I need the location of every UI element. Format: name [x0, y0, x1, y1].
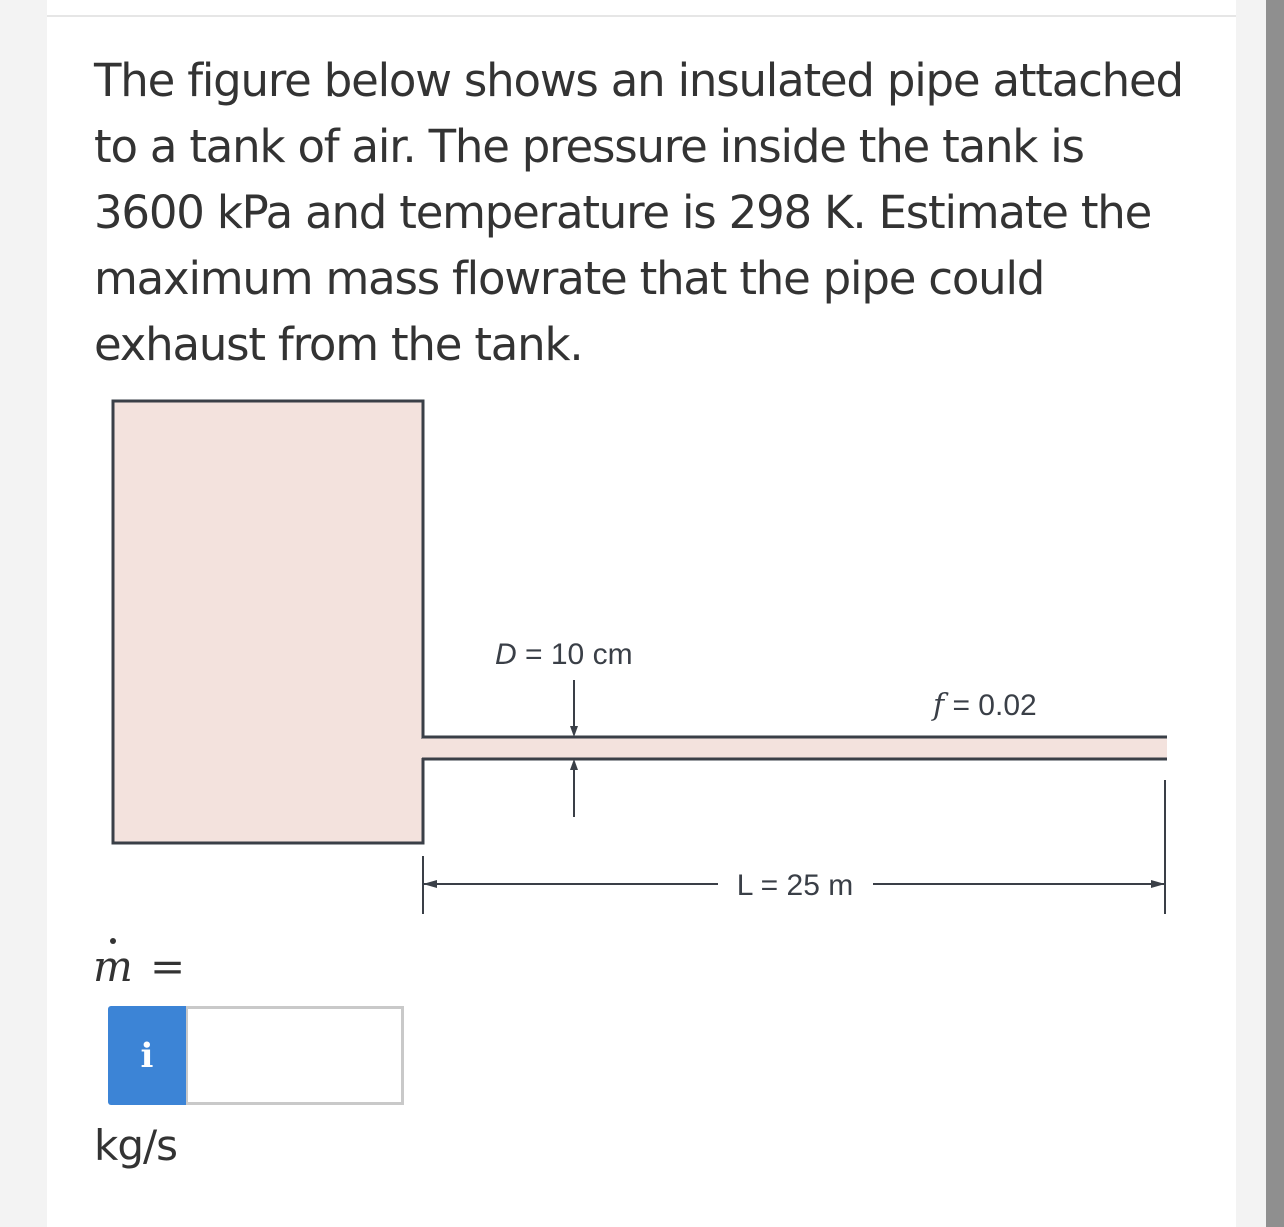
tank — [113, 401, 423, 843]
answer-field-group — [108, 1006, 404, 1105]
pipe — [422, 738, 1167, 759]
length-label: L = 25 m — [736, 869, 854, 902]
unit-label: kg/s — [94, 1121, 178, 1170]
mass-flow-symbol: m — [93, 942, 133, 991]
diameter-arrow-up — [570, 759, 578, 770]
length-arrow-left — [423, 880, 437, 888]
answer-input[interactable] — [186, 1006, 404, 1105]
info-button[interactable] — [108, 1006, 186, 1105]
info-icon: i — [140, 1035, 154, 1076]
equals-sign: = — [150, 942, 186, 991]
diameter-arrow-down — [570, 726, 578, 737]
question-text: The figure below shows an insulated pipe attached to a tank of air. The pressure inside the tank is 3600 kPa and temperature is 298 K. Estimate the maximum mass flowrate that the pipe could exhaust from the tank. — [94, 54, 1183, 371]
friction-label: f = 0.02 — [933, 688, 1037, 723]
diameter-label: D = 10 cm — [495, 638, 633, 671]
length-arrow-right — [1151, 880, 1165, 888]
